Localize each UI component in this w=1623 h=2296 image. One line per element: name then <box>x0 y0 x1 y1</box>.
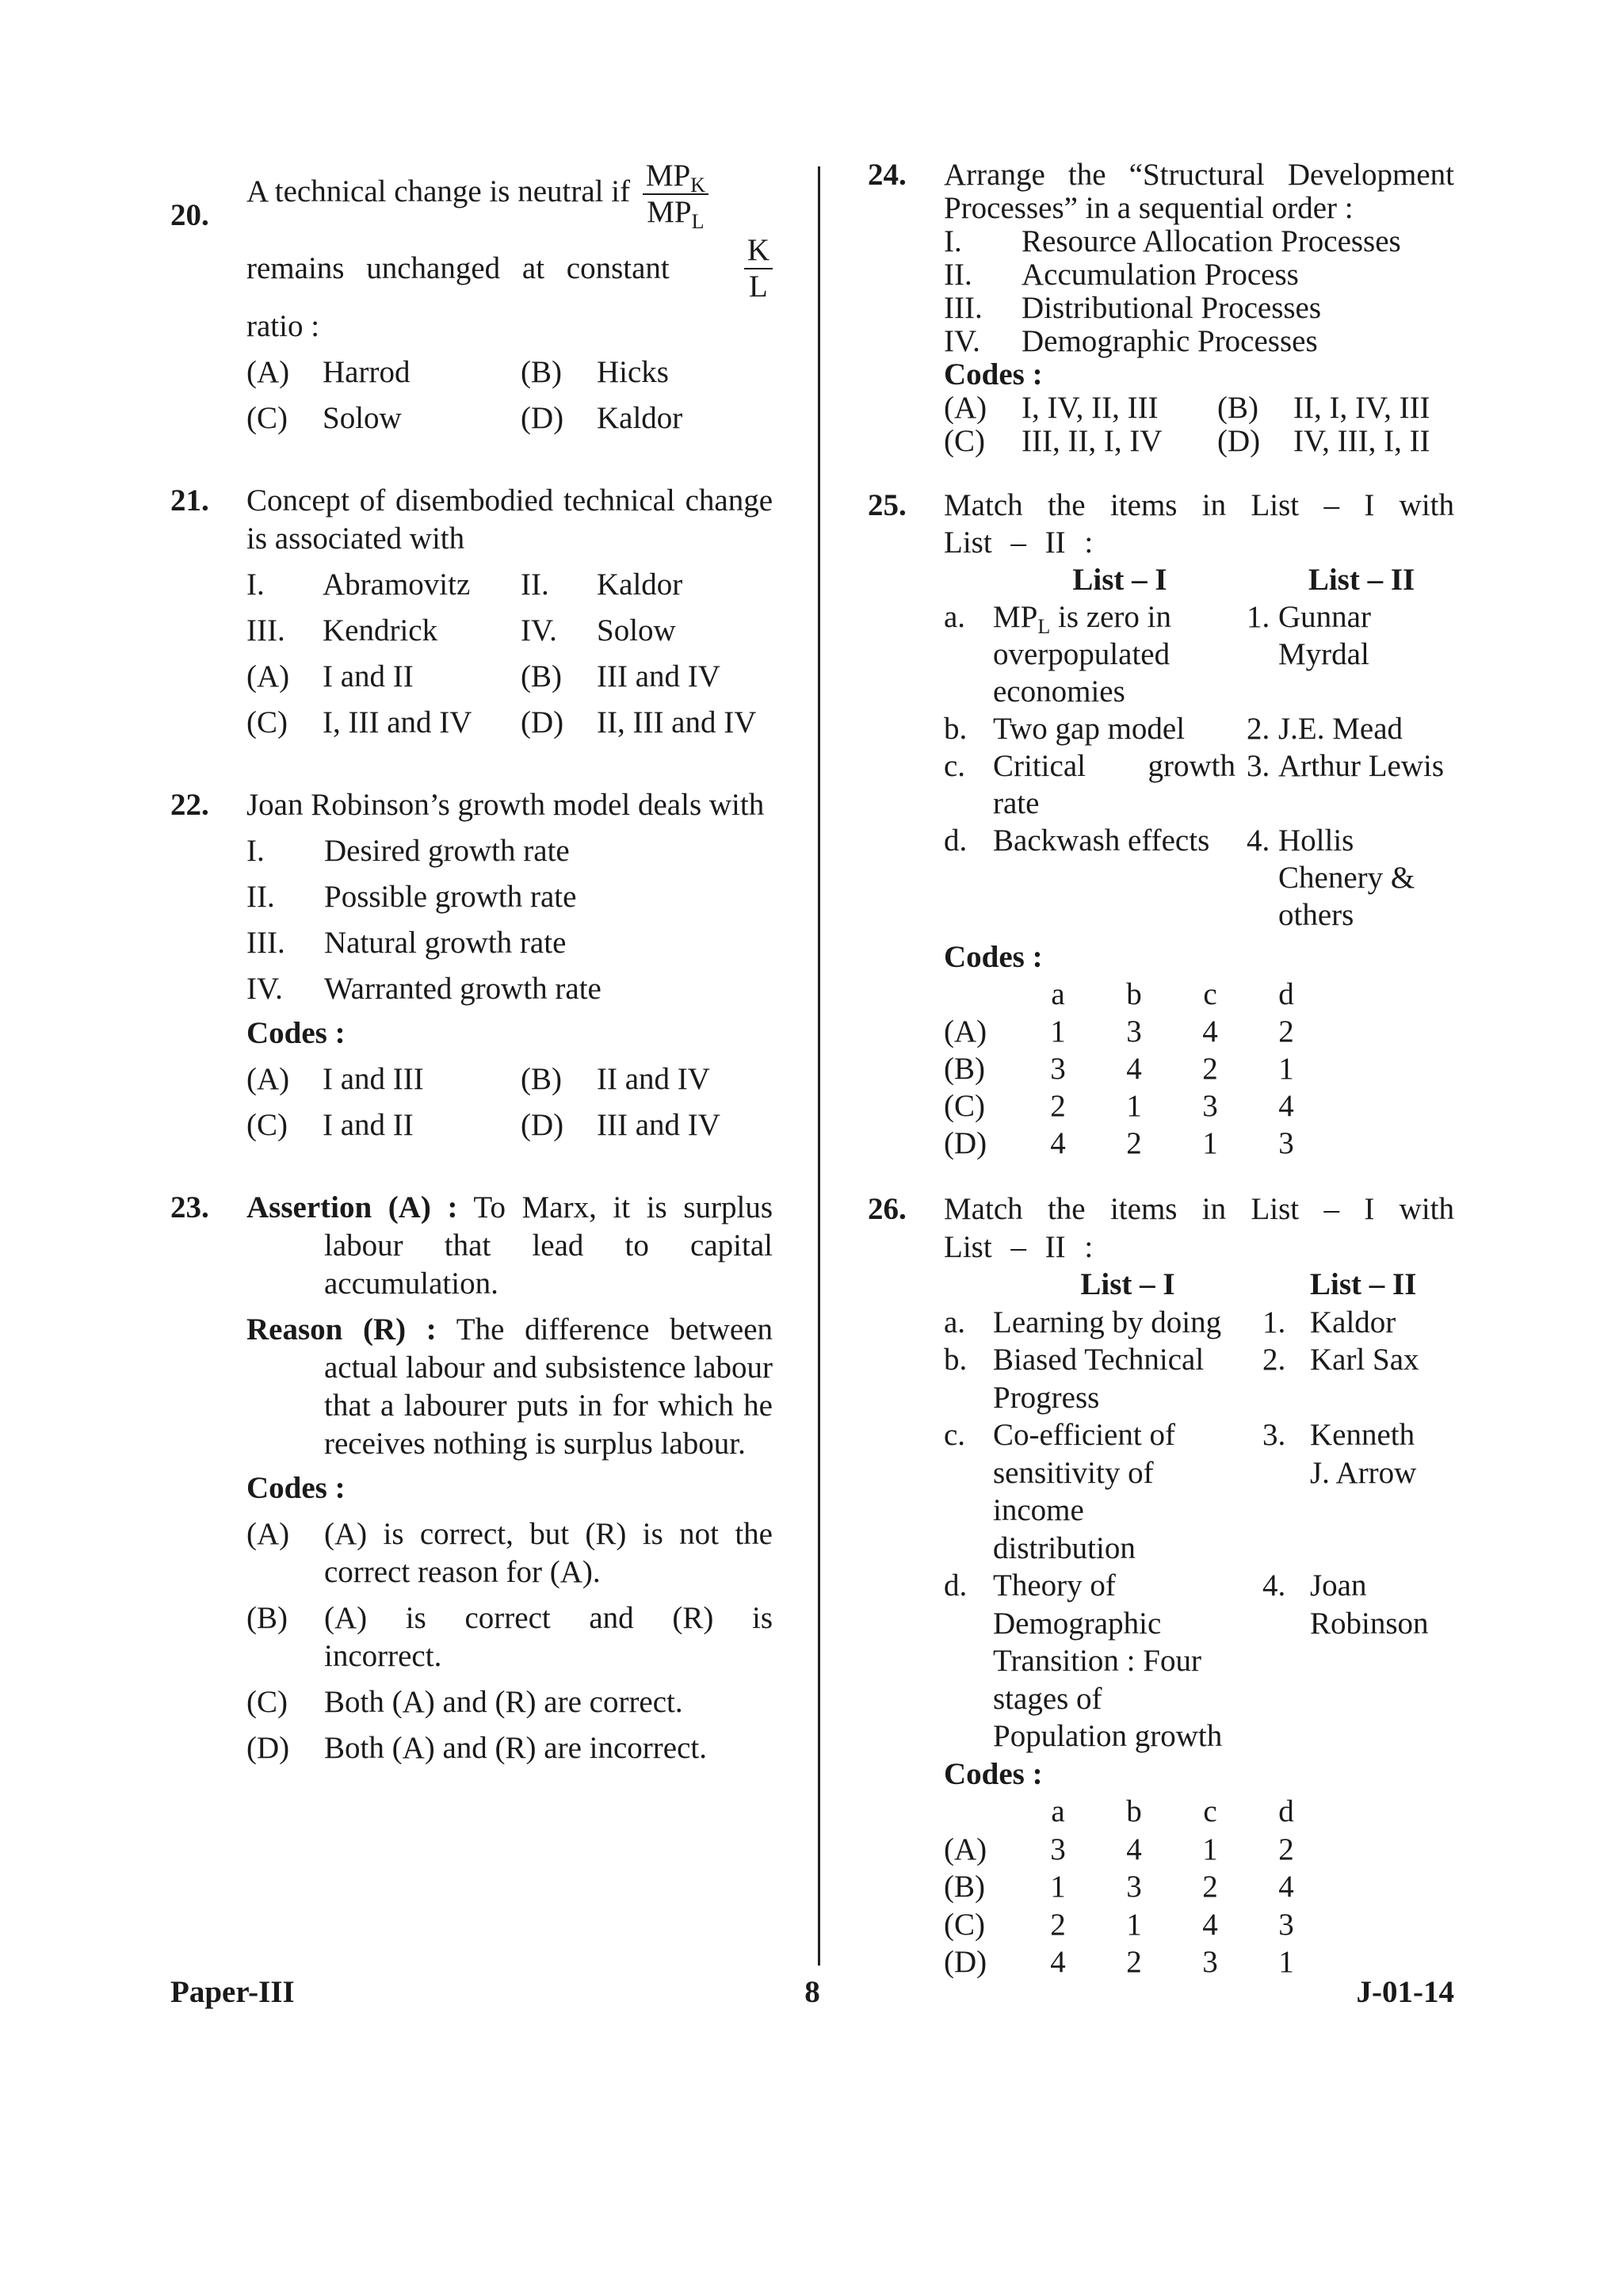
left-column <box>170 159 773 1767</box>
list1-item: Learning by doing <box>993 1305 1222 1339</box>
item-text: Natural growth rate <box>324 926 567 960</box>
list1-item: Backwash effects <box>993 823 1210 858</box>
question-text: Concept of disembodied technical change is associated with <box>246 483 773 556</box>
option-text[interactable]: I and III <box>323 1062 424 1096</box>
numerator: K <box>744 233 773 269</box>
code-value: 3 <box>1202 1089 1218 1123</box>
option-text[interactable]: II, III and IV <box>597 705 757 739</box>
assertion-label: Assertion (A) : <box>246 1190 458 1224</box>
codes-label: Codes : <box>944 357 1043 392</box>
items <box>246 566 773 742</box>
options <box>246 1060 773 1144</box>
question-text: remains unchanged at constant <box>246 251 670 285</box>
numerator: MP <box>645 159 691 193</box>
item-label: III. <box>246 926 285 960</box>
option-label[interactable]: (D) <box>521 705 564 739</box>
code-value: 2 <box>1278 1832 1294 1866</box>
code-value: 1 <box>1126 1089 1142 1123</box>
option-label[interactable]: (B) <box>246 1601 288 1635</box>
option-label[interactable]: (A) <box>246 1062 290 1096</box>
subscript: L <box>1037 615 1051 638</box>
code-option-label[interactable]: (A) <box>944 1014 987 1049</box>
item-text: Solow <box>597 613 676 648</box>
item-label: III. <box>944 291 983 325</box>
code-value: 3 <box>1050 1832 1066 1866</box>
question-text: Match the items in List – I with List – II : <box>944 1192 1454 1264</box>
question-stem-line2 <box>246 233 773 304</box>
list1-item: Critical growth rate <box>993 749 1235 820</box>
code-col-header: b <box>1126 1794 1142 1828</box>
code-value: 2 <box>1202 1870 1218 1904</box>
code-value: 2 <box>1278 1014 1294 1049</box>
question-20 <box>170 159 773 437</box>
item-text: Accumulation Process <box>1022 258 1299 292</box>
reason <box>246 1311 773 1463</box>
list2-header: List – II <box>1308 563 1415 597</box>
code-value: 1 <box>1050 1014 1066 1049</box>
items <box>944 225 1454 358</box>
codes-table <box>944 976 1454 1162</box>
item-label: IV. <box>521 613 557 648</box>
code-value: 3 <box>1126 1870 1142 1904</box>
question-text: ratio : <box>246 309 320 343</box>
option-label[interactable]: (C) <box>246 1108 288 1142</box>
option-text[interactable]: II, I, IV, III <box>1293 391 1430 425</box>
row-label: a. <box>944 600 966 634</box>
code-value: 4 <box>1278 1870 1294 1904</box>
assertion-text: To Marx, it is surplus labour that lead to capital accumulation. <box>324 1190 773 1301</box>
options <box>246 353 773 437</box>
code-value: 2 <box>1126 1945 1142 1979</box>
row-label: a. <box>944 1305 966 1339</box>
code-col-header: d <box>1278 977 1294 1011</box>
option-text[interactable]: Solow <box>323 401 402 435</box>
option-label[interactable]: (C) <box>246 401 288 435</box>
item-label: IV. <box>944 324 980 358</box>
option-text[interactable]: III, II, I, IV <box>1022 424 1163 458</box>
item-text: Abramovitz <box>323 567 471 602</box>
reason-label: Reason (R) : <box>246 1312 437 1347</box>
code-value: 2 <box>1050 1089 1066 1123</box>
item-text: Resource Allocation Processes <box>1022 224 1401 258</box>
option-label[interactable]: (C) <box>944 424 985 458</box>
code-option-label[interactable]: (C) <box>944 1089 985 1123</box>
subscript: L <box>691 210 705 233</box>
code-col-header: a <box>1051 1794 1065 1828</box>
option-label[interactable]: (A) <box>246 355 290 389</box>
row-number: 4. <box>1247 823 1270 858</box>
column-divider <box>818 166 820 1966</box>
code-option-label[interactable]: (D) <box>944 1126 987 1160</box>
option-label[interactable]: (D) <box>1217 424 1261 458</box>
row-label: d. <box>944 1568 968 1603</box>
row-number: 2. <box>1262 1343 1286 1377</box>
item-label: I. <box>246 567 265 602</box>
item-text: Possible growth rate <box>324 880 577 914</box>
question-24 <box>868 159 1454 458</box>
row-label: d. <box>944 823 968 858</box>
paper-code: J-01-14 <box>1356 1975 1454 2009</box>
item-text: Distributional Processes <box>1022 291 1322 325</box>
code-value: 1 <box>1278 1945 1294 1979</box>
option-label[interactable]: (B) <box>521 659 562 693</box>
item-label: II. <box>246 880 275 914</box>
code-col-header: d <box>1278 1794 1294 1828</box>
option-text[interactable]: I, III and IV <box>323 705 472 739</box>
code-value: 1 <box>1050 1870 1066 1904</box>
code-value: 4 <box>1126 1052 1142 1086</box>
row-label: b. <box>944 712 968 746</box>
question-number: 25. <box>868 488 907 522</box>
question-number: 26. <box>868 1192 907 1226</box>
list2-item: Kaldor <box>1310 1305 1396 1339</box>
list1-item: Co-efficient of sensitivity of income distribution <box>993 1418 1175 1565</box>
question-number: 21. <box>170 483 209 518</box>
question-text: Joan Robinson’s growth model deals with <box>246 788 765 822</box>
list2-item: Gunnar Myrdal <box>1278 600 1371 671</box>
option-text[interactable]: Both (A) and (R) are correct. <box>324 1685 683 1719</box>
code-option-label[interactable]: (D) <box>944 1945 987 1979</box>
code-value: 2 <box>1126 1126 1142 1160</box>
code-value: 4 <box>1202 1907 1218 1942</box>
k-over-l-fraction <box>744 233 773 304</box>
code-value: 3 <box>1278 1126 1294 1160</box>
codes-label: Codes : <box>246 1471 346 1505</box>
code-col-header: c <box>1203 1794 1217 1828</box>
list2-item: Karl Sax <box>1310 1343 1419 1377</box>
item-label: II. <box>944 258 972 292</box>
list1-item: Biased Technical Progress <box>993 1343 1205 1415</box>
question-22 <box>170 786 773 1144</box>
denominator: L <box>749 269 768 304</box>
code-value: 1 <box>1278 1052 1294 1086</box>
question-number: 23. <box>170 1190 209 1224</box>
row-number: 3. <box>1262 1418 1286 1452</box>
code-option-label[interactable]: (C) <box>944 1907 985 1942</box>
list1-item <box>993 598 1247 710</box>
code-col-header: b <box>1126 977 1142 1011</box>
page-number: 8 <box>804 1975 820 2009</box>
question-21 <box>170 482 773 742</box>
code-value: 4 <box>1050 1126 1066 1160</box>
option-label[interactable]: (D) <box>521 1108 564 1142</box>
question-26 <box>868 1190 1454 1981</box>
code-value: 3 <box>1126 1014 1142 1049</box>
item-text: MP <box>993 600 1038 634</box>
list2-item: J.E. Mead <box>1278 712 1403 746</box>
option-label[interactable]: (B) <box>521 1062 562 1096</box>
option-label[interactable]: (A) <box>246 1517 290 1551</box>
code-value: 4 <box>1202 1014 1218 1049</box>
reason-text: The difference between actual labour and subsistence labour that a labourer puts in for which he receives nothing is surplus labour. <box>324 1312 773 1461</box>
match-table <box>944 561 1454 934</box>
item-label: I. <box>246 834 265 868</box>
list1-header: List – I <box>1080 1267 1175 1301</box>
codes-label: Codes : <box>944 940 1043 974</box>
option-text[interactable]: III and IV <box>597 1108 720 1142</box>
code-value: 1 <box>1126 1907 1142 1942</box>
row-number: 1. <box>1262 1305 1286 1339</box>
option-text[interactable]: Hicks <box>597 355 669 389</box>
code-option-label[interactable]: (A) <box>944 1832 987 1866</box>
option-text[interactable]: I, IV, II, III <box>1022 391 1159 425</box>
options <box>246 1515 773 1767</box>
question-number: 22. <box>170 788 209 822</box>
item-label: III. <box>246 613 285 648</box>
option-label[interactable]: (C) <box>246 705 288 739</box>
codes-label: Codes : <box>246 1016 346 1050</box>
item-label: I. <box>944 224 962 258</box>
code-value: 1 <box>1202 1832 1218 1866</box>
row-number: 2. <box>1247 712 1270 746</box>
option-text[interactable]: IV, III, I, II <box>1293 424 1430 458</box>
codes-table <box>944 1793 1454 1981</box>
list1-item: Two gap model <box>993 712 1186 746</box>
option-text[interactable]: Kaldor <box>597 401 683 435</box>
question-number: 24. <box>868 158 907 192</box>
item-text: is zero in overpopulated economies <box>993 600 1171 709</box>
list1-item: Theory of Demographic Transition : Four stages of Population growth <box>993 1568 1223 1753</box>
items <box>246 832 773 1008</box>
code-col-header: a <box>1051 977 1065 1011</box>
option-text[interactable]: Harrod <box>323 355 411 389</box>
paper-label: Paper-III <box>170 1975 295 2009</box>
mpk-over-mpl-fraction <box>643 159 708 233</box>
row-label: b. <box>944 1343 968 1377</box>
code-value: 4 <box>1126 1832 1142 1866</box>
list2-header: List – II <box>1310 1267 1417 1301</box>
code-value: 3 <box>1278 1907 1294 1942</box>
code-col-header: c <box>1203 977 1217 1011</box>
list2-item: Kenneth J. Arrow <box>1310 1418 1417 1490</box>
page-footer <box>170 1973 1454 2013</box>
list1-header: List – I <box>1072 563 1167 597</box>
item-text: Desired growth rate <box>324 834 570 868</box>
denominator: MP <box>647 195 692 229</box>
option-label[interactable]: (B) <box>1217 391 1258 425</box>
option-text[interactable]: I and II <box>323 1108 414 1142</box>
question-text: A technical change is neutral if <box>246 174 631 208</box>
item-text: Warranted growth rate <box>324 972 601 1006</box>
item-text: Kaldor <box>597 567 683 602</box>
code-value: 3 <box>1050 1052 1066 1086</box>
option-label[interactable]: (D) <box>246 1731 290 1765</box>
item-text: Kendrick <box>323 613 438 648</box>
item-label: IV. <box>246 972 283 1006</box>
option-text[interactable]: Both (A) and (R) are incorrect. <box>324 1731 707 1765</box>
subscript: K <box>690 174 705 197</box>
row-label: c. <box>944 749 966 783</box>
row-number: 1. <box>1247 600 1270 634</box>
option-text[interactable]: (A) is correct, but (R) is not the correct reason for (A). <box>324 1517 773 1589</box>
option-text[interactable]: III and IV <box>597 659 720 693</box>
right-column <box>868 159 1454 1981</box>
list2-item: Joan Robinson <box>1310 1568 1429 1641</box>
codes-label: Codes : <box>944 1756 1043 1791</box>
list2-item: Hollis Chenery & others <box>1278 823 1415 932</box>
option-label[interactable]: (B) <box>521 355 562 389</box>
code-value: 3 <box>1202 1945 1218 1979</box>
question-text: Match the items in List – I with List – II : <box>944 488 1454 560</box>
options <box>944 392 1454 458</box>
question-23 <box>170 1189 773 1767</box>
code-value: 1 <box>1202 1126 1218 1160</box>
item-label: II. <box>521 567 549 602</box>
code-value: 4 <box>1050 1945 1066 1979</box>
question-number: 20. <box>170 198 209 232</box>
question-stem <box>246 159 773 233</box>
code-option-label[interactable]: (B) <box>944 1870 985 1904</box>
match-table <box>944 1266 1454 1755</box>
option-text[interactable]: II and IV <box>597 1062 710 1096</box>
list2-item: Arthur Lewis <box>1278 749 1445 783</box>
row-number: 3. <box>1247 749 1270 783</box>
code-value: 4 <box>1278 1089 1294 1123</box>
row-number: 4. <box>1262 1568 1286 1603</box>
row-label: c. <box>944 1418 966 1452</box>
code-option-label[interactable]: (B) <box>944 1052 985 1086</box>
option-text[interactable]: (A) is correct and (R) is incorrect. <box>324 1601 773 1673</box>
option-label[interactable]: (A) <box>944 391 987 425</box>
option-label[interactable]: (C) <box>246 1685 288 1719</box>
code-value: 2 <box>1050 1907 1066 1942</box>
question-text: Arrange the “Structural Development Processes” in a sequential order : <box>944 158 1454 225</box>
item-text: Demographic Processes <box>1022 324 1318 358</box>
option-text[interactable]: I and II <box>323 659 414 693</box>
option-label[interactable]: (D) <box>521 401 564 435</box>
option-label[interactable]: (A) <box>246 659 290 693</box>
assertion <box>246 1189 773 1303</box>
code-value: 2 <box>1202 1052 1218 1086</box>
question-25 <box>868 487 1454 1162</box>
